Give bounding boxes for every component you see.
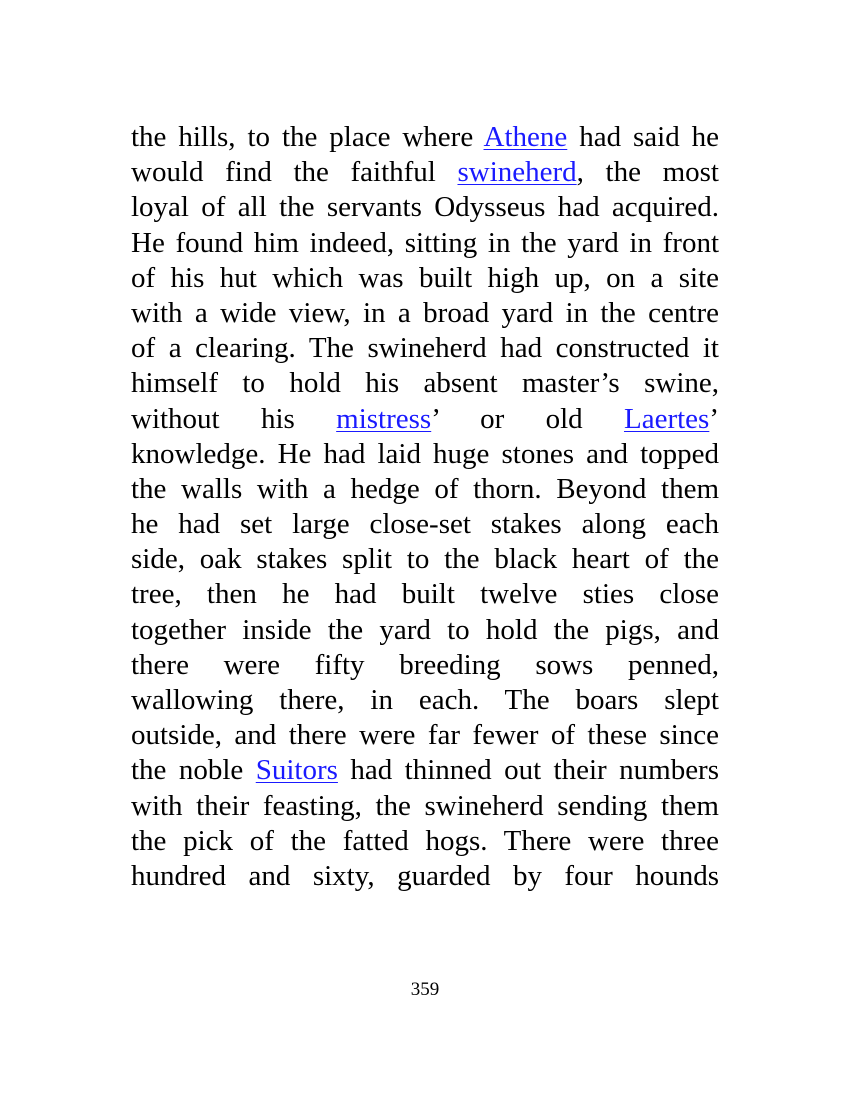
text-line: [131, 155, 719, 190]
text-line: [131, 824, 719, 859]
hyperlink-suitors[interactable]: Suitors: [255, 754, 338, 787]
text-line: [131, 683, 719, 718]
text-line: [131, 789, 719, 824]
text-line: [131, 402, 719, 437]
text-run: outside, and there were far fewer of these since: [131, 719, 719, 752]
text-run: the hills, to the place where: [131, 121, 484, 153]
text-run: ’: [709, 402, 719, 435]
text-line: [131, 261, 719, 296]
text-line: [131, 190, 719, 225]
text-run: wallowing there, in each. The boars slept: [131, 684, 719, 716]
body-text: [131, 120, 719, 894]
text-run: side, oak stakes split to the black heart of the: [131, 543, 719, 576]
text-line: [131, 542, 719, 577]
text-run: tree, then he had built twelve sties close: [131, 578, 719, 611]
text-run: He found him indeed, sitting in the yard in front: [131, 226, 719, 259]
text-run: together inside the yard to hold the pigs, and: [131, 613, 719, 646]
text-line: [131, 120, 719, 155]
text-run: knowledge. He had laid huge stones and topped: [131, 437, 719, 470]
page-number: 359: [410, 979, 440, 1000]
text-line: [131, 577, 719, 612]
text-run: himself to hold his absent master’s swine,: [131, 367, 719, 400]
text-line: [131, 507, 719, 542]
text-run: there were fifty breeding sows penned,: [131, 648, 719, 681]
hyperlink-swineherd[interactable]: swineherd: [457, 156, 577, 189]
text-line: [131, 859, 719, 894]
hyperlink-laertes[interactable]: Laertes: [623, 402, 710, 435]
text-run: he had set large close-set stakes along each: [131, 508, 719, 541]
text-line: [131, 718, 719, 753]
text-run: hundred and sixty, guarded by four hounds: [131, 859, 719, 892]
text-line: [131, 437, 719, 472]
text-run: without his: [131, 402, 337, 435]
text-line: [131, 296, 719, 331]
text-line: [131, 753, 719, 788]
text-line: [131, 226, 719, 261]
text-run: with their feasting, the swineherd sending them: [131, 789, 719, 822]
text-line: [131, 613, 719, 648]
text-line: [131, 331, 719, 366]
text-run: of his hut which was built high up, on a site: [131, 261, 719, 294]
text-run: of a clearing. The swineherd had constructed it: [131, 332, 719, 365]
text-run: had said he: [567, 121, 719, 153]
text-run: the noble: [131, 754, 256, 787]
text-run: the walls with a hedge of thorn. Beyond them: [131, 472, 719, 505]
text-line: [131, 472, 719, 507]
text-run: would find the faithful: [131, 156, 458, 189]
hyperlink-athene[interactable]: Athene: [483, 121, 568, 153]
text-run: had thinned out their numbers: [337, 754, 720, 787]
text-run: with a wide view, in a broad yard in the centre: [131, 296, 719, 329]
text-run: , the most: [576, 156, 719, 189]
text-run: the pick of the fatted hogs. There were three: [131, 824, 719, 857]
text-line: [131, 648, 719, 683]
hyperlink-mistress[interactable]: mistress: [336, 402, 432, 435]
text-run: loyal of all the servants Odysseus had acquired.: [131, 191, 719, 224]
text-run: ’ or old: [431, 402, 624, 435]
text-line: [131, 366, 719, 401]
